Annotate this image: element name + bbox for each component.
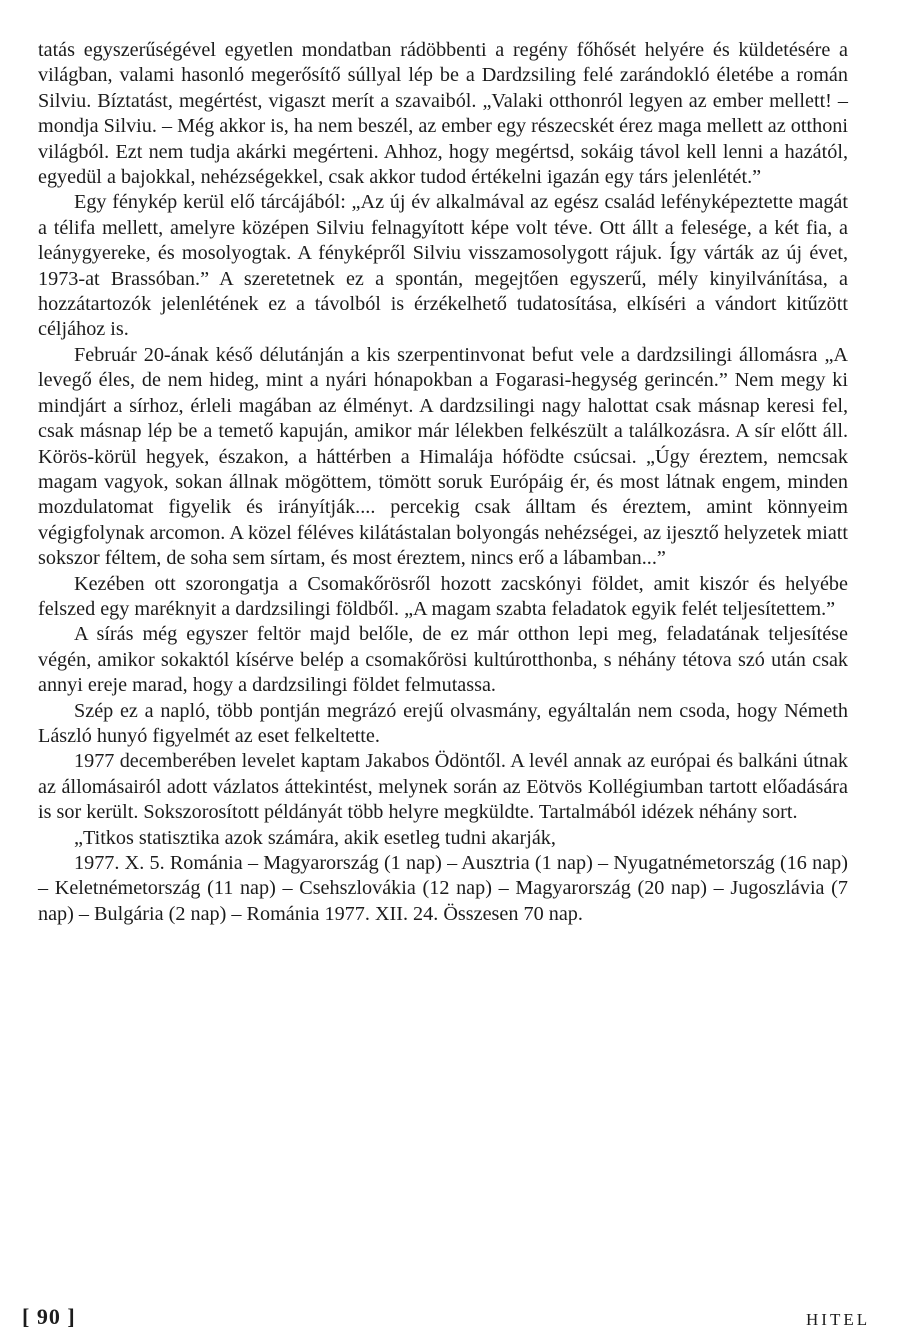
paragraph: 1977 decemberében levelet kaptam Jakabos Ödöntől. A levél annak az európai és balkáni útnak az állomásairól adott vázlatos áttekintést, melynek során az Eötvös Kollégiumban tartott előadására is sor került. Sokszorosított példányát több helyre megküldte. Tartalmából idézek néhány sort. bbox=[38, 750, 848, 824]
paragraph: Kezében ott szorongatja a Csomakőrösről hozott zacskónyi földet, amit kiszór és helyébe felszed egy maréknyit a dardzsilingi földből. „A magam szabta feladatok egyik felét teljesítettem.” bbox=[38, 572, 848, 620]
paragraph: Egy fénykép kerül elő tárcájából: „Az új év alkalmával az egész család lefényképeztette magát a télifa mellett, amelyre középen Silviu felnagyított képe volt téve. Ott állt a felesége, a két fia, a leánygyereke, és mosolyogtak. A fényképről Silviu visszamosolygott rájuk. Így várták az új évet, 1973-at Brassóban.” A szeretetnek ez a spontán, megejtően egyszerű, mély kinyilvánítása, a hozzátartozók jelenlétének ez a távolból is érzékelhető tudatosítása, elkíséri a vándort kitűzött céljához is. bbox=[38, 191, 848, 341]
page-body bbox=[38, 38, 848, 927]
paragraph: tatás egyszerűségével egyetlen mondatban rádöbbenti a regény főhősét helyére és küldetésére a világban, valami hasonló megerősítő súllyal lép be a Dardzsiling felé zarándokló életébe a román Silviu. Bíztatást, megértést, vigaszt merít a szavaiból. „Valaki otthonról legyen az ember mellett! – mondja Silviu. – Még akkor is, ha nem beszél, az ember egy részecskét érez maga mellett az otthoni világból. Ezt nem tudja akárki megérteni. Ahhoz, hogy megértsd, sokáig távol kell lenni a hazától, egyedül a bajokkal, nehézségekkel, csak akkor tudod értékelni igazán egy társ jelenlétét.” bbox=[38, 39, 848, 189]
paragraph: A sírás még egyszer feltör majd belőle, de ez már otthon lepi meg, feladatának teljesítése végén, amikor sokaktól kísérve belép a csomakőrösi kultúrotthonba, s néhány tétova szó után csak annyi ereje marad, hogy a dardzsilingi földet felmutassa. bbox=[38, 623, 848, 697]
page-number: [ 90 ] bbox=[22, 1304, 76, 1329]
paragraph: Szép ez a napló, több pontján megrázó erejű olvasmány, egyáltalán nem csoda, hogy Németh László hunyó figyelmét az eset felkeltette. bbox=[38, 699, 848, 747]
paragraph: 1977. X. 5. Románia – Magyarország (1 nap) – Ausztria (1 nap) – Nyugatnémetország (16 nap) – Keletnémetország (11 nap) – Csehszlovákia (12 nap) – Magyarország (20 nap) – Jugoszlávia (7 nap) – Bulgária (2 nap) – Románia 1977. XII. 24. Összesen 70 nap. bbox=[38, 852, 848, 925]
paragraph: Február 20-ának késő délutánján a kis szerpentinvonat befut vele a dardzsilingi állomásra „A levegő éles, de nem hideg, mint a nyári hónapokban a Fogarasi-hegység gerincén.” Nem megy ki mindjárt a sírhoz, érleli magában az élményt. A dardzsilingi nagy halottat csak másnap keresi fel, csak másnap lép be a temető kapuján, amikor már lélekben felkészült a találkozásra. A sír előtt áll. Körös-körül hegyek, északon, a háttérben a Himalája hófödte csúcsai. „Úgy éreztem, nemcsak magam vagyok, sokan állnak mögöttem, tömött soruk Európáig ér, és most látnak engem, minden mozdulatomat figyelik és irányítják.... percekig csak álltam és éreztem, amint könnyeim végigfolynak arcomon. A közel féléves kilátástalan bolyongás nehézségei, az ijesztő helyzetek miatt sokszor féltem, de soha sem sírtam, és most éreztem, nincs erő a lábamban...” bbox=[38, 343, 848, 570]
paragraph: „Titkos statisztika azok számára, akik esetleg tudni akarják, bbox=[74, 826, 556, 849]
running-footer-journal: HITEL bbox=[806, 1310, 871, 1329]
